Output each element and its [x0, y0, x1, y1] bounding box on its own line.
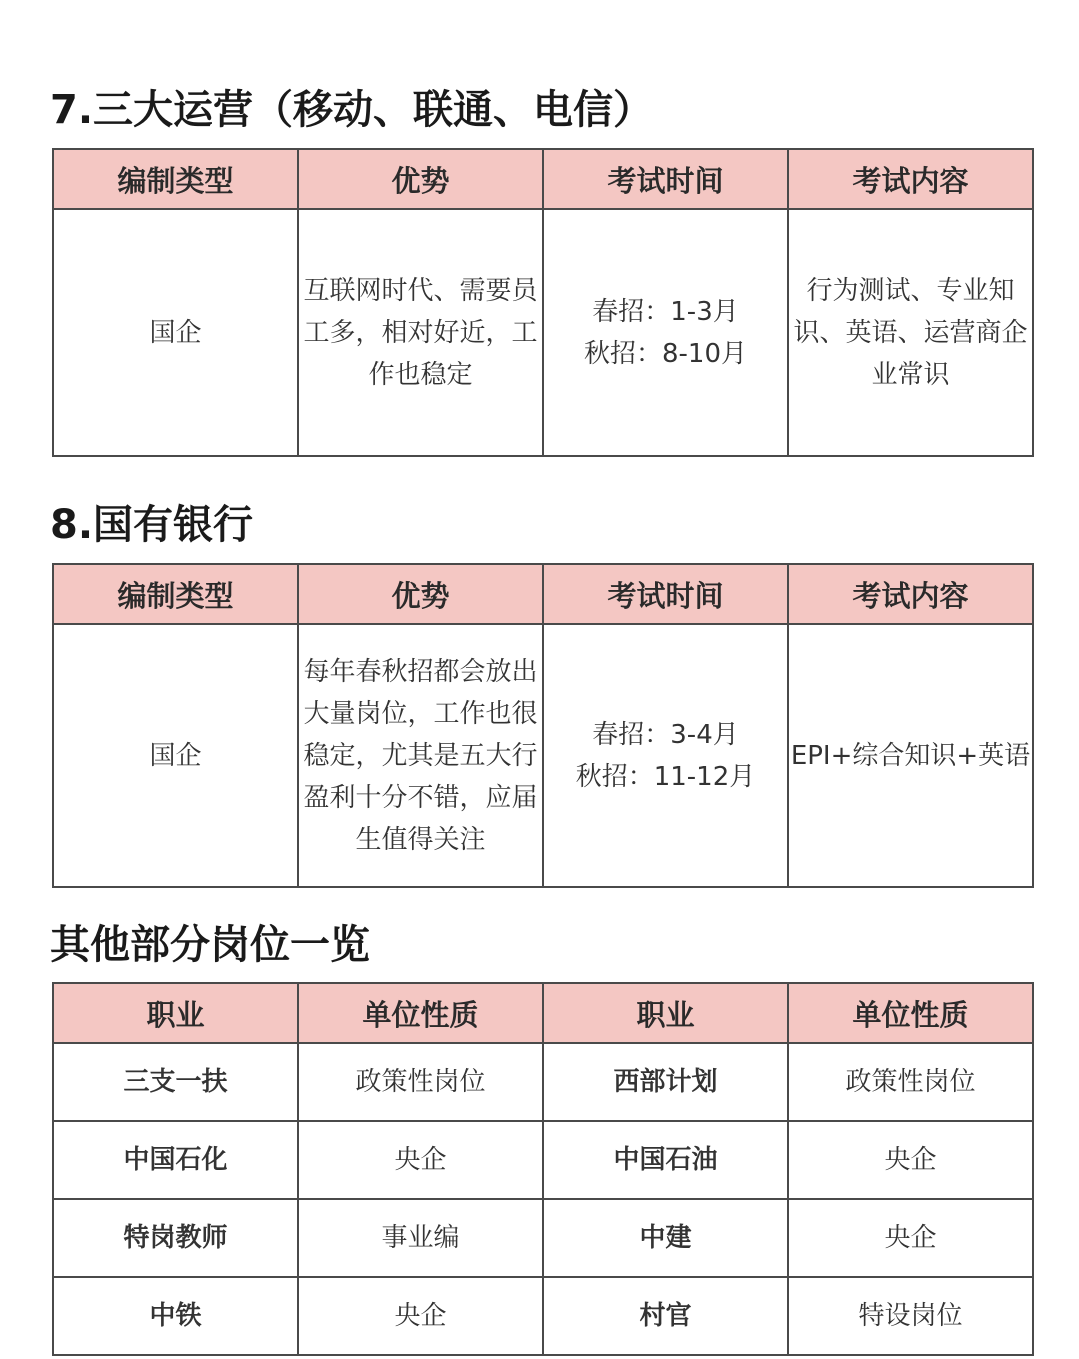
- table-row: [53, 209, 1033, 456]
- cell-unit-nature: 事业编: [298, 1199, 543, 1277]
- header-type: 编制类型: [53, 149, 298, 209]
- cell-advantage: 每年春秋招都会放出大量岗位，工作也很稳定，尤其是五大行盈利十分不错，应届生值得关注: [298, 624, 543, 887]
- header-exam-content: 考试内容: [788, 564, 1033, 624]
- positions-table: [52, 982, 1034, 1356]
- exam-time-spring: 春招：1-3月: [592, 296, 739, 327]
- header-unit-nature: 单位性质: [788, 983, 1033, 1043]
- section-7-title: 7.三大运营（移动、联通、电信）: [50, 87, 654, 133]
- table-row: [53, 1199, 1033, 1277]
- cell-exam-time: [543, 209, 788, 456]
- cell-job: 中建: [543, 1199, 788, 1277]
- header-job: 职业: [543, 983, 788, 1043]
- table-row: [53, 1043, 1033, 1121]
- header-unit-nature: 单位性质: [298, 983, 543, 1043]
- cell-unit-nature: 央企: [788, 1121, 1033, 1199]
- cell-type: 国企: [53, 209, 298, 456]
- cell-exam-time: [543, 624, 788, 887]
- exam-time-spring: 春招：3-4月: [592, 719, 739, 750]
- section-8-title: 8.国有银行: [50, 502, 254, 548]
- table-row: [53, 624, 1033, 887]
- exam-time-autumn: 秋招：11-12月: [575, 761, 756, 792]
- cell-job: 中国石化: [53, 1121, 298, 1199]
- cell-unit-nature: 特设岗位: [788, 1277, 1033, 1355]
- cell-job: 三支一扶: [53, 1043, 298, 1121]
- header-exam-time: 考试时间: [543, 149, 788, 209]
- cell-advantage: 互联网时代、需要员工多，相对好近，工作也稳定: [298, 209, 543, 456]
- header-exam-time: 考试时间: [543, 564, 788, 624]
- table-header-row: [53, 983, 1033, 1043]
- others-title: 其他部分岗位一览: [50, 922, 370, 968]
- table-header-row: [53, 149, 1033, 209]
- cell-job: 中国石油: [543, 1121, 788, 1199]
- cell-exam-content: EPI+综合知识+英语: [788, 624, 1033, 887]
- exam-time-autumn: 秋招：8-10月: [583, 338, 747, 369]
- cell-exam-content: 行为测试、专业知识、英语、运营商企业常识: [788, 209, 1033, 456]
- header-type: 编制类型: [53, 564, 298, 624]
- header-advantage: 优势: [298, 149, 543, 209]
- cell-job: 中铁: [53, 1277, 298, 1355]
- cell-unit-nature: 政策性岗位: [298, 1043, 543, 1121]
- table-header-row: [53, 564, 1033, 624]
- cell-job: 村官: [543, 1277, 788, 1355]
- cell-job: 西部计划: [543, 1043, 788, 1121]
- cell-unit-nature: 央企: [298, 1277, 543, 1355]
- table-row: [53, 1121, 1033, 1199]
- header-job: 职业: [53, 983, 298, 1043]
- cell-unit-nature: 央企: [298, 1121, 543, 1199]
- cell-type: 国企: [53, 624, 298, 887]
- operators-table: [52, 148, 1034, 457]
- table-row: [53, 1277, 1033, 1355]
- header-advantage: 优势: [298, 564, 543, 624]
- cell-unit-nature: 政策性岗位: [788, 1043, 1033, 1121]
- banks-table: [52, 563, 1034, 888]
- header-exam-content: 考试内容: [788, 149, 1033, 209]
- cell-unit-nature: 央企: [788, 1199, 1033, 1277]
- cell-job: 特岗教师: [53, 1199, 298, 1277]
